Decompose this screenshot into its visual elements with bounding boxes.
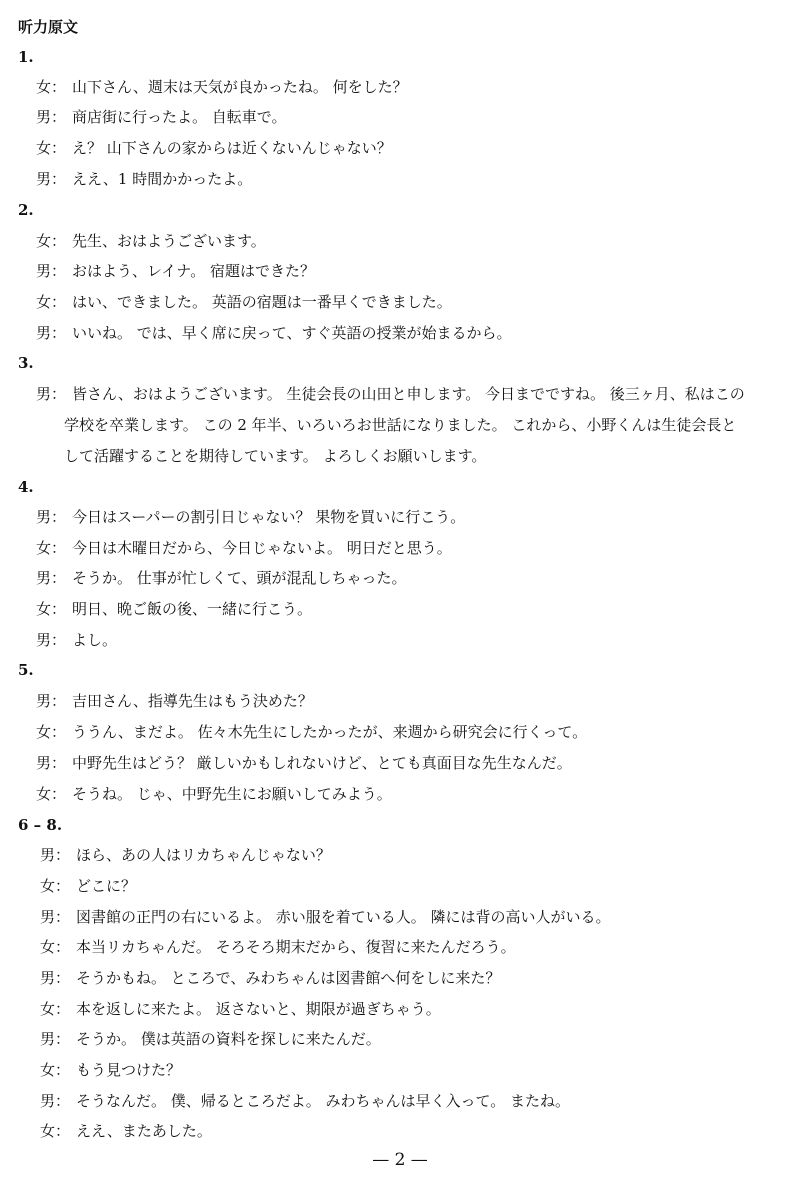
speaker-label: 女：: [40, 1061, 71, 1079]
dialogue-line: [40, 906, 786, 928]
dialogue-line: [36, 168, 786, 190]
dialogue-text: ええ、またあした。: [76, 1122, 212, 1140]
speaker-label: 女：: [40, 938, 71, 956]
speaker-label: 男：: [36, 692, 67, 710]
dialogue-line: [36, 598, 786, 620]
speaker-label: 男：: [40, 908, 71, 926]
dialogue-line: [36, 690, 786, 712]
dialogue-text: 皆さん、おはようございます。 生徒会長の山田と申します。 今日までですね。 後三ヶ月、私はこの: [72, 385, 745, 403]
dialogue-text: 山下さん、週末は天気が良かったね。 何をした？: [72, 78, 408, 96]
dialogue-line: [36, 106, 786, 128]
dialogue-text: どこに？: [76, 877, 137, 895]
dialogue-line: [40, 1090, 786, 1112]
dialogue-text: ううん、まだよ。 佐々木先生にしたかったが、来週から研究会に行くって。: [72, 723, 588, 741]
dialogue-text: はい、できました。 英語の宿題は一番早くできました。: [72, 293, 452, 311]
dialogue-line: [36, 537, 786, 559]
dialogue-text: もう見つけた？: [76, 1061, 182, 1079]
dialogue-text: 本を返しに来たよ。 返さないと、期限が過ぎちゃう。: [76, 1000, 441, 1018]
speaker-label: 男：: [40, 1030, 71, 1048]
dialogue-line: [36, 137, 786, 159]
dialogue-line: [36, 783, 786, 805]
dialogue-text: 今日は木曜日だから、今日じゃないよ。 明日だと思う。: [72, 539, 452, 557]
speaker-label: 男：: [36, 108, 67, 126]
speaker-label: 男：: [36, 631, 67, 649]
speaker-label: 女：: [40, 1000, 71, 1018]
page-number: — 2 —: [372, 1150, 428, 1170]
dialogue-line: [40, 1028, 786, 1050]
speaker-label: 女：: [40, 1122, 71, 1140]
dialogue-text: 今日はスーパーの割引日じゃない？ 果物を買いに行こう。: [72, 508, 466, 526]
dialogue-continuation: して活躍することを期待しています。 よろしくお願いします。: [64, 447, 487, 465]
page-title: 听力原文: [18, 18, 79, 36]
dialogue-text: 商店街に行ったよ。 自転車で。: [72, 108, 287, 126]
speaker-label: 女：: [36, 139, 67, 157]
speaker-label: 男：: [36, 262, 67, 280]
question-number: 5.: [18, 661, 34, 679]
dialogue-text: よし。: [72, 631, 118, 649]
dialogue-line: [36, 291, 786, 313]
dialogue-line: [36, 506, 786, 528]
dialogue-text: そうなんだ。 僕、帰るところだよ。 みわちゃんは早く入って。 またね。: [76, 1092, 571, 1110]
dialogue-text: え？ 山下さんの家からは近くないんじゃない？: [72, 139, 392, 157]
dialogue-line: [40, 1059, 786, 1081]
speaker-label: 男：: [40, 1092, 71, 1110]
dialogue-line: [40, 998, 786, 1020]
speaker-label: 女：: [36, 785, 67, 803]
dialogue-line: [36, 752, 786, 774]
dialogue-text: ほら、あの人はリカちゃんじゃない？: [76, 846, 331, 864]
dialogue-text: おはよう、レイナ。 宿題はできた？: [72, 262, 315, 280]
speaker-label: 女：: [36, 232, 67, 250]
question-number: 4.: [18, 478, 34, 496]
dialogue-text: 中野先生はどう？ 厳しいかもしれないけど、とても真面目な先生なんだ。: [72, 754, 572, 772]
dialogue-line: [36, 721, 786, 743]
speaker-label: 男：: [36, 385, 67, 403]
speaker-label: 女：: [36, 723, 67, 741]
speaker-label: 男：: [36, 508, 67, 526]
dialogue-line: [36, 230, 786, 252]
dialogue-text: ええ、1 時間かかったよ。: [72, 170, 253, 188]
dialogue-line: [36, 76, 786, 98]
question-number: 1.: [18, 48, 34, 66]
dialogue-text: いいね。 では、早く席に戻って、すぐ英語の授業が始まるから。: [72, 324, 512, 342]
speaker-label: 女：: [36, 600, 67, 618]
speaker-label: 男：: [36, 754, 67, 772]
dialogue-text: 先生、おはようございます。: [72, 232, 266, 250]
dialogue-continuation: 学校を卒業します。 この 2 年半、いろいろお世話になりました。 これから、小野くんは生徒会長と: [64, 416, 737, 434]
dialogue-text: 本当リカちゃんだ。 そろそろ期末だから、復習に来たんだろう。: [76, 938, 516, 956]
dialogue-line: [36, 567, 786, 589]
dialogue-text: 明日、晩ご飯の後、一緒に行こう。: [72, 600, 313, 618]
speaker-label: 男：: [36, 569, 67, 587]
question-number: 2.: [18, 201, 34, 219]
dialogue-line: [36, 260, 786, 282]
dialogue-line: [40, 936, 786, 958]
dialogue-text: そうか。 僕は英語の資料を探しに来たんだ。: [76, 1030, 381, 1048]
dialogue-line: [36, 322, 786, 344]
question-number: 6 – 8.: [18, 816, 63, 834]
dialogue-text: 吉田さん、指導先生はもう決めた？: [72, 692, 313, 710]
dialogue-text: 図書館の正門の右にいるよ。 赤い服を着ている人。 隣には背の高い人がいる。: [76, 908, 611, 926]
speaker-label: 男：: [36, 324, 67, 342]
dialogue-line: [40, 1120, 786, 1142]
dialogue-line: [40, 875, 786, 897]
dialogue-line: [36, 383, 786, 405]
speaker-label: 男：: [40, 969, 71, 987]
dialogue-line: [36, 629, 786, 651]
dialogue-line: [40, 844, 786, 866]
speaker-label: 男：: [40, 846, 71, 864]
dialogue-line: [40, 967, 786, 989]
question-number: 3.: [18, 354, 34, 372]
dialogue-text: そうか。 仕事が忙しくて、頭が混乱しちゃった。: [72, 569, 407, 587]
speaker-label: 女：: [40, 877, 71, 895]
speaker-label: 女：: [36, 539, 67, 557]
dialogue-text: そうかもね。 ところで、みわちゃんは図書館へ何をしに来た？: [76, 969, 501, 987]
dialogue-text: そうね。 じゃ、中野先生にお願いしてみよう。: [72, 785, 392, 803]
speaker-label: 女：: [36, 293, 67, 311]
speaker-label: 女：: [36, 78, 67, 96]
speaker-label: 男：: [36, 170, 67, 188]
